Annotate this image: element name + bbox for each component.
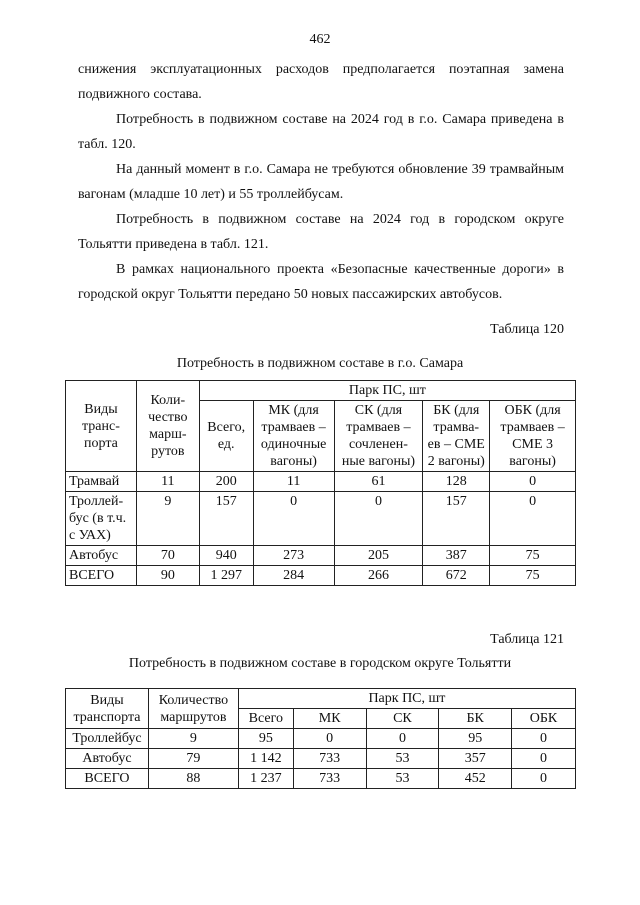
table-cell: Автобус [66, 749, 149, 769]
header-obk: ОБК [512, 709, 576, 729]
table-cell: Троллей- бус (в т.ч. с УАХ) [66, 492, 137, 546]
table-cell: 387 [423, 546, 490, 566]
table-121-label: Таблица 121 [490, 632, 564, 647]
paragraph: В рамках национального проекта «Безопасные качественные дороги» в городской округ Тольятти передано 50 новых пассажирских автобусов. [78, 262, 564, 302]
header-routes: Количество маршрутов [148, 689, 238, 729]
table-cell: 0 [512, 729, 576, 749]
header-park: Парк ПС, шт [238, 689, 575, 709]
table-cell: 11 [136, 472, 199, 492]
table-header-row [66, 381, 576, 401]
table-cell: 0 [366, 729, 439, 749]
table-cell: 672 [423, 566, 490, 586]
header-sk: СК (для трамваев – сочленен- ные вагоны) [334, 401, 423, 472]
table-cell: 0 [293, 729, 366, 749]
table-cell: 0 [490, 492, 576, 546]
table-cell: 0 [253, 492, 334, 546]
table-cell: Троллейбус [66, 729, 149, 749]
table-cell: Трамвай [66, 472, 137, 492]
table-cell: 9 [148, 729, 238, 749]
table-cell: 95 [238, 729, 293, 749]
table-cell: 284 [253, 566, 334, 586]
table-cell: 11 [253, 472, 334, 492]
page-number: 462 [309, 32, 331, 47]
table-cell: 90 [136, 566, 199, 586]
table-120 [65, 380, 576, 586]
header-obk: ОБК (для трамваев – СМЕ 3 вагоны) [490, 401, 576, 472]
table-cell: 266 [334, 566, 423, 586]
table-row [66, 566, 576, 586]
table-cell: 88 [148, 769, 238, 789]
header-total: Всего [238, 709, 293, 729]
table-cell: 157 [199, 492, 253, 546]
table-cell: 273 [253, 546, 334, 566]
table-row [66, 472, 576, 492]
table-cell: 0 [512, 749, 576, 769]
table-cell: 0 [334, 492, 423, 546]
table-cell: Автобус [66, 546, 137, 566]
header-total: Всего, ед. [199, 401, 253, 472]
table-cell: 9 [136, 492, 199, 546]
table-row [66, 546, 576, 566]
table-cell: 70 [136, 546, 199, 566]
table-row [66, 729, 576, 749]
table-cell: 53 [366, 749, 439, 769]
header-park: Парк ПС, шт [199, 381, 575, 401]
header-routes: Коли- чество марш- рутов [136, 381, 199, 472]
paragraph: Потребность в подвижном составе на 2024 год в городском округе Тольятти приведена в табл. 121. [78, 212, 564, 252]
header-mk: МК (для трамваев – одиночные вагоны) [253, 401, 334, 472]
table-cell: 0 [512, 769, 576, 789]
table-120-caption: Потребность в подвижном составе в г.о. Самара [176, 356, 464, 371]
table-cell: 733 [293, 769, 366, 789]
table-row [66, 492, 576, 546]
header-mk: МК [293, 709, 366, 729]
header-type: Виды транспорта [66, 689, 149, 729]
table-cell: 940 [199, 546, 253, 566]
table-cell: 157 [423, 492, 490, 546]
header-sk: СК [366, 709, 439, 729]
table-cell: 452 [439, 769, 512, 789]
table-cell: ВСЕГО [66, 769, 149, 789]
table-row [66, 769, 576, 789]
header-type: Виды транс- порта [66, 381, 137, 472]
table-cell: 733 [293, 749, 366, 769]
table-cell: 75 [490, 546, 576, 566]
table-cell: 61 [334, 472, 423, 492]
header-bk: БК [439, 709, 512, 729]
paragraph: снижения эксплуатационных расходов предполагается поэтапная замена подвижного состава. [78, 62, 564, 102]
paragraph: На данный момент в г.о. Самара не требуются обновление 39 трамвайным вагонам (младше 10 лет) и 55 троллейбусам. [78, 162, 564, 202]
table-header-row [66, 689, 576, 709]
paragraph: Потребность в подвижном составе на 2024 год в г.о. Самара приведена в табл. 120. [78, 112, 564, 152]
table-cell: 1 297 [199, 566, 253, 586]
table-120-label: Таблица 120 [490, 322, 564, 337]
body-text [78, 57, 564, 307]
table-121-caption: Потребность в подвижном составе в городском округе Тольятти [128, 656, 512, 671]
table-cell: 95 [439, 729, 512, 749]
table-cell: 128 [423, 472, 490, 492]
table-cell: ВСЕГО [66, 566, 137, 586]
table-cell: 53 [366, 769, 439, 789]
table-cell: 357 [439, 749, 512, 769]
table-cell: 0 [490, 472, 576, 492]
table-cell: 205 [334, 546, 423, 566]
table-cell: 200 [199, 472, 253, 492]
table-row [66, 749, 576, 769]
table-cell: 1 142 [238, 749, 293, 769]
header-bk: БК (для трамва- ев – СМЕ 2 вагоны) [423, 401, 490, 472]
table-cell: 1 237 [238, 769, 293, 789]
table-cell: 75 [490, 566, 576, 586]
table-cell: 79 [148, 749, 238, 769]
table-121 [65, 688, 576, 789]
